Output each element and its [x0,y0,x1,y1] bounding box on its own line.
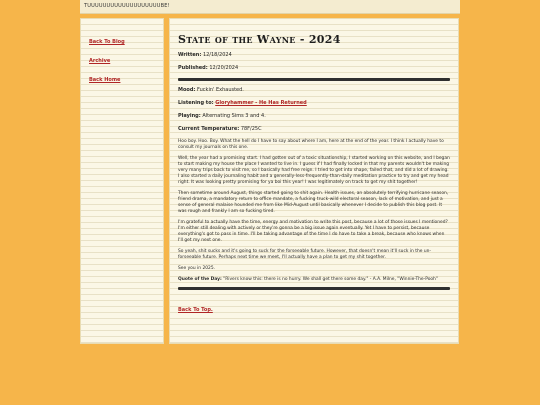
playing-label: Playing: [178,113,201,119]
temperature-value: 78F/25C [240,126,262,132]
banner-text: TUUUUUUUUUUUUUUUUUUUBE! [84,3,170,9]
sidebar-item-back-home [89,71,163,85]
temperature-field [178,126,450,133]
listening-label: Listening to: [178,100,214,106]
playing-value: Alternating Sims 3 and 4. [202,113,266,119]
post-paragraph: Well, the year had a promising start. I had gotten out of a toxic situationship, I started working on this website, and I began to start making my house the place I wanted to live in. I guess if I had finally locked in that my parents wouldn't be making very many trips back to visit me, so I basically had free reign. I tried to get into shape, failed that, and did a lot of drawing. I also started a daily journaling habit and a generally-less-frequently-than-daily meditation practice to try and get my head right. It was looking pretty promising for ya boi this year! I was legitimately on track to get my shit together! [178,156,450,185]
temperature-label: Current Temperature: [178,126,240,132]
published-value: 12/20/2024 [209,65,239,71]
written-value: 12/18/2024 [202,52,232,58]
published-label: Published: [178,65,208,71]
sidebar-item-back-to-blog [89,33,163,47]
mood-label: Mood: [178,87,196,93]
post-paragraph: I'm grateful to actually have the time, energy and motivation to write this post, because a lot of those issues I mentioned? I'm either still dealing with actively or they're gonna be a big issue again eventually. Yet I have to persist, because everything's got to pass in time. I'll be taking advantage of the time I do have to take a break, because who knows when I'll get my next one. [178,220,448,243]
listening-field [178,100,450,107]
sidebar [80,18,164,344]
quote-text: "Rivers know this: there is no hurry. We shall get there some day." - A.A. Milne, "Winnie-The-Pooh" [223,277,438,282]
top-banner [80,0,460,14]
quote-of-the-day [178,277,450,283]
published-date [178,65,450,72]
post-paragraph: So yeah, shit sucks and it's going to suck for the forseeable future. However, that doesn't mean it'll suck in the un-forseeable future. Perhaps next time we meet, I'll actually have a plan to get my shit together. [178,249,431,260]
post-title: State of the Wayne - 2024 [178,33,341,46]
post-paragraph: Then sometime around August, things started going to shit again. Health issues, an absolutely terrifying hurricane season, friend drama, a mandatory return to office mandate, a fucking truck-wild electoral season, lack of motivation, and just a sense of general malaise hounded me from like Mid-August until basically whenever I decide to publish this blog post. It was rough and frankly I am so fucking tired. [178,191,449,214]
blog-post [169,18,459,344]
playing-field [178,113,450,120]
quote-label: Quote of the Day: [178,277,222,282]
archive-link[interactable]: Archive [89,58,111,64]
divider-bottom [178,287,450,290]
listening-link[interactable]: Gloryhammer - He Has Returned [215,100,307,106]
mood-value: Fuckin' Exhausted. [197,87,244,93]
divider-top [178,78,450,81]
sidebar-item-archive [89,52,163,66]
sidebar-nav [81,19,163,85]
mood-field [178,87,450,94]
back-to-top-link[interactable]: Back To Top. [178,307,213,313]
back-home-link[interactable]: Back Home [89,77,121,83]
back-to-blog-link[interactable]: Back To Blog [89,39,125,45]
written-label: Written: [178,52,202,58]
post-paragraph: Hoo boy. Hoo. Boy. What the hell do I have to say about where I am, here at the end of the year. I think I actually have to consult my journals on this one. [178,139,444,150]
post-paragraph: See you in 2025. [178,266,216,271]
written-date [178,52,450,59]
